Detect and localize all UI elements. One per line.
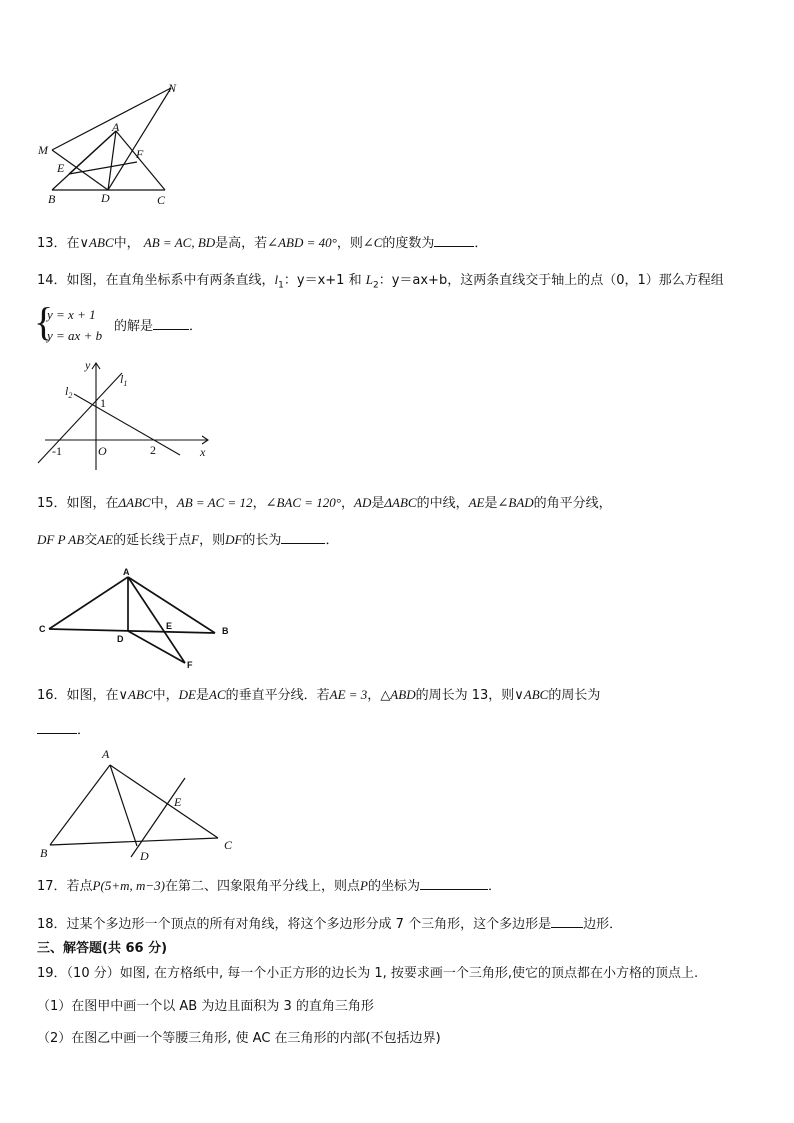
- answer-blank: [434, 233, 474, 247]
- answer-blank: [37, 720, 77, 734]
- label-x: x: [200, 445, 206, 459]
- label-E: E: [166, 621, 173, 631]
- label-C: C: [157, 193, 166, 207]
- label-M: M: [38, 143, 48, 157]
- answer-blank: [281, 530, 325, 544]
- question-16: 16．如图，在∨ABC中，DE是AC的垂直平分线．若AE = 3，△ABD的周长为 13，则∨ABC的周长为: [37, 687, 601, 703]
- label-A: A: [102, 747, 110, 761]
- label-C: C: [224, 838, 233, 852]
- answer-blank: [551, 914, 583, 928]
- figure-q16: [35, 745, 245, 870]
- figure-q14: [30, 355, 220, 475]
- label-A: A: [123, 567, 130, 577]
- question-19-part2: （2）在图乙中画一个等腰三角形, 使 AC 在三角形的内部(不包括边界): [37, 1031, 441, 1046]
- label-two: 2: [150, 443, 156, 457]
- label-y: y: [85, 358, 91, 372]
- system-brace: {: [34, 299, 54, 344]
- label-one: 1: [100, 396, 106, 410]
- figure-q15: [35, 565, 240, 670]
- question-17: 17．若点P(5+m, m−3)在第二、四象限角平分线上，则点P的坐标为 ．: [37, 878, 501, 894]
- question-14-tail: 的解是 ．: [114, 316, 202, 336]
- label-F: F: [187, 660, 193, 670]
- label-l2: $l_2$: [65, 384, 73, 400]
- label-D: D: [101, 191, 110, 205]
- equation-system: y = x + 1 y = ax + b: [47, 307, 103, 343]
- label-O: O: [98, 444, 107, 458]
- label-D: D: [117, 634, 124, 644]
- question-13: 13．在∨ABC中， AB = AC, BD是高，若∠ABD = 40°，则∠C的度数为 ．: [37, 235, 488, 251]
- section-title: 三、解答题(共 66 分): [37, 941, 168, 956]
- label-B: B: [222, 626, 229, 636]
- label-l1: $l_1$: [120, 372, 128, 388]
- label-A: A: [112, 120, 120, 134]
- answer-blank: [420, 876, 488, 890]
- question-15-line1: 15．如图，在ΔABC中，AB = AC = 12，∠BAC = 120°，AD是ΔABC的中线，AE是∠BAD的角平分线，: [37, 495, 612, 511]
- question-15-line2: DF P AB交AE的延长线于点F，则DF的长为 ．: [37, 532, 339, 548]
- label-N: N: [168, 81, 177, 95]
- question-14: 14．如图，在直角坐标系中有两条直线，$l_1$：y＝x+1 和 $L_2$：y＝ax+b，这两条直线交于轴上的点（0，1）那么方程组: [37, 272, 724, 291]
- question-16-answer: ．: [37, 720, 90, 740]
- label-C: C: [39, 624, 46, 634]
- question-18: 18．过某个多边形一个顶点的所有对角线，将这个多边形分成 7 个三角形，这个多边形是 边形．: [37, 914, 622, 934]
- label-minus1: -1: [52, 444, 62, 458]
- answer-blank: [153, 316, 189, 330]
- label-B: B: [40, 846, 48, 860]
- label-D: D: [140, 849, 149, 863]
- figure-q12: [30, 78, 190, 208]
- question-19-part1: （1）在图甲中画一个以 AB 为边且面积为 3 的直角三角形: [37, 999, 374, 1014]
- label-F: F: [136, 147, 144, 161]
- label-E: E: [57, 161, 65, 175]
- label-E: E: [174, 795, 182, 809]
- question-19: 19．（10 分）如图, 在方格纸中, 每一个小正方形的边长为 1, 按要求画一个三角形,使它的顶点都在小方格的顶点上.: [37, 966, 699, 981]
- label-B: B: [48, 192, 56, 206]
